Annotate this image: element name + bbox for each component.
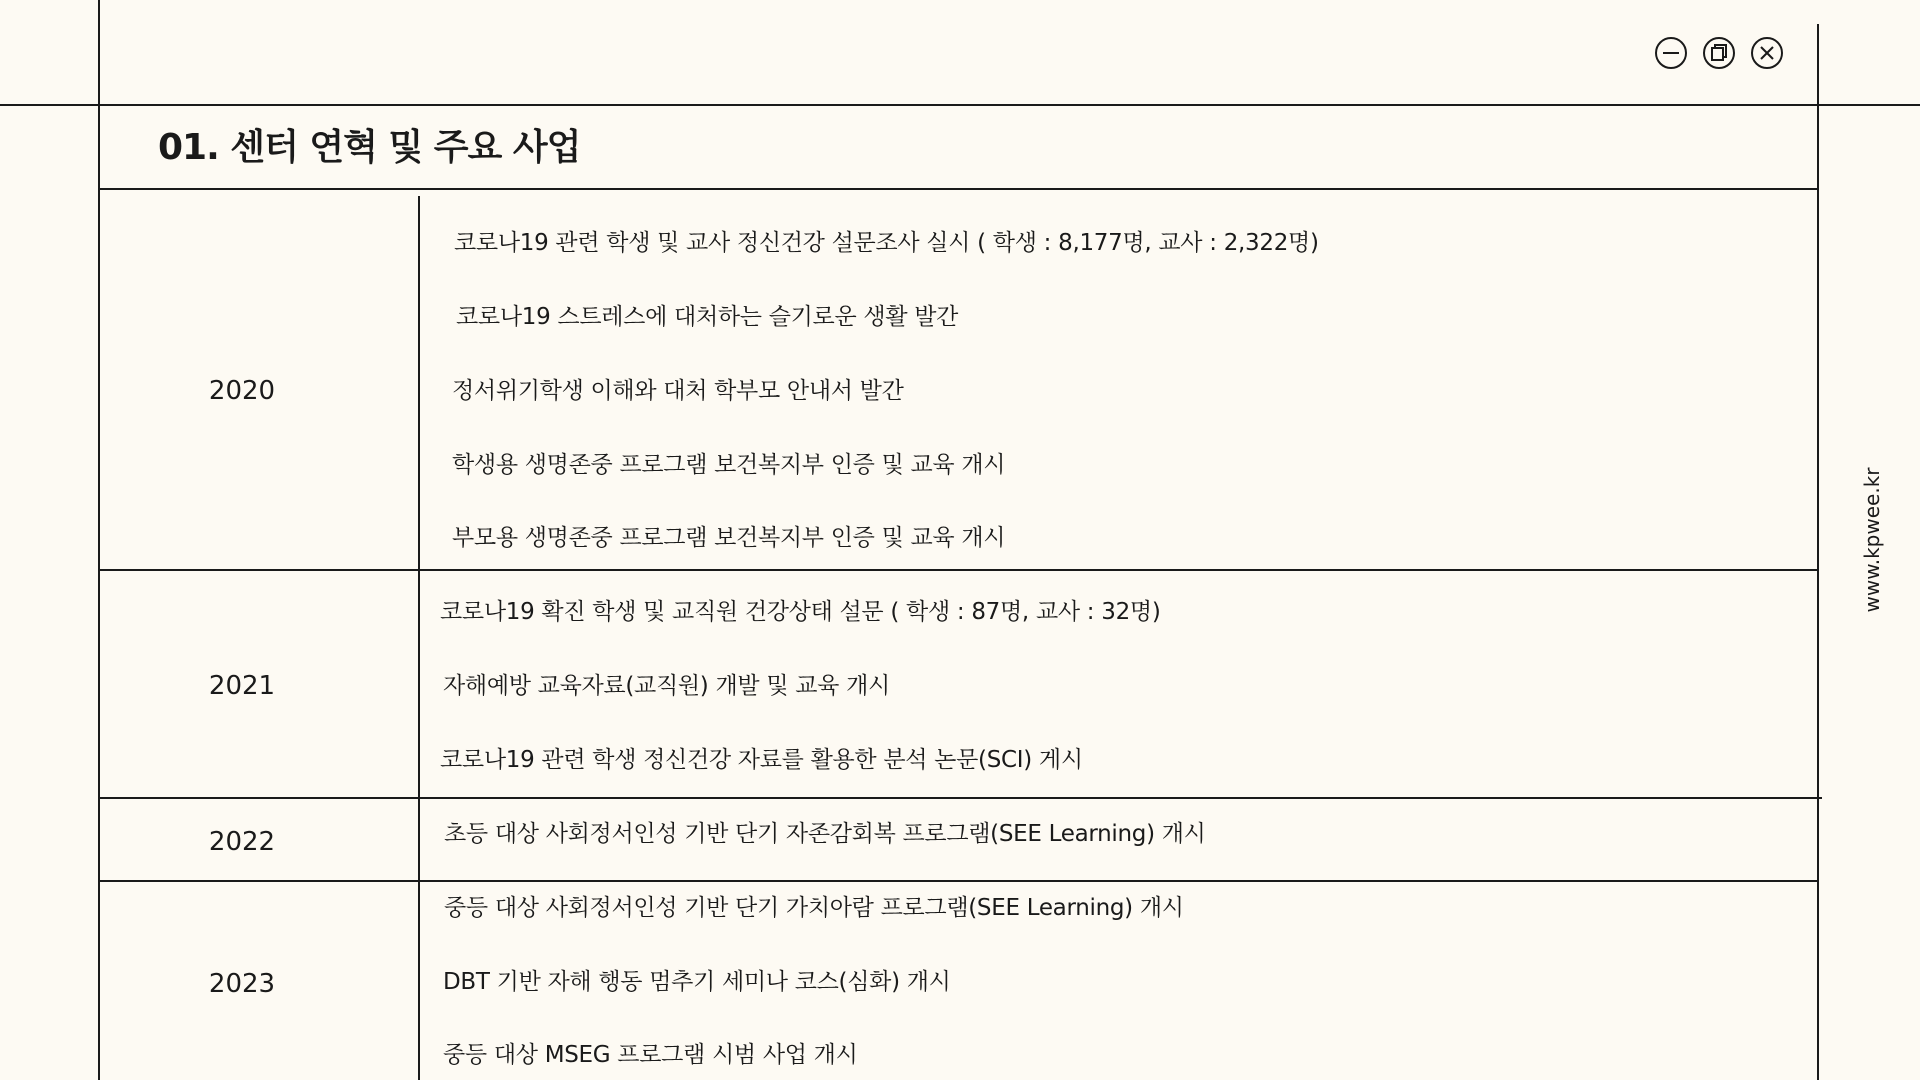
history-item: 코로나19 확진 학생 및 교직원 건강상태 설문 ( 학생 : 87명, 교사 : 32명) <box>440 599 1161 625</box>
history-item: 초등 대상 사회정서인성 기반 단기 자존감회복 프로그램(SEE Learning) 개시 <box>444 821 1206 847</box>
history-item: 중등 대상 사회정서인성 기반 단기 가치아람 프로그램(SEE Learning) 개시 <box>444 895 1184 921</box>
close-icon[interactable] <box>1750 36 1784 70</box>
history-item: 중등 대상 MSEG 프로그램 시범 사업 개시 <box>443 1042 858 1068</box>
top-divider <box>0 104 1920 106</box>
site-url-text: www.kpwee.kr <box>1860 467 1884 613</box>
row-divider <box>98 797 1822 799</box>
history-item: 코로나19 관련 학생 정신건강 자료를 활용한 분석 논문(SCI) 게시 <box>440 747 1083 773</box>
history-item: DBT 기반 자해 행동 멈추기 세미나 코스(심화) 개시 <box>443 969 951 995</box>
window-controls <box>1654 36 1784 70</box>
row-divider <box>98 569 1819 571</box>
year-column-divider <box>418 196 420 1080</box>
page-title: 01. 센터 연혁 및 주요 사업 <box>158 127 581 168</box>
left-border <box>98 0 100 1080</box>
history-item: 코로나19 스트레스에 대처하는 슬기로운 생활 발간 <box>456 304 959 330</box>
history-item: 정서위기학생 이해와 대처 학부모 안내서 발간 <box>452 378 904 404</box>
history-item: 자해예방 교육자료(교직원) 개발 및 교육 개시 <box>443 673 890 699</box>
history-item: 부모용 생명존중 프로그램 보건복지부 인증 및 교육 개시 <box>452 525 1006 551</box>
minimize-icon[interactable] <box>1654 36 1688 70</box>
row-divider <box>98 880 1819 882</box>
history-item: 코로나19 관련 학생 및 교사 정신건강 설문조사 실시 ( 학생 : 8,177명, 교사 : 2,322명) <box>454 230 1319 256</box>
header-divider <box>98 188 1818 190</box>
year-label: 2023 <box>208 969 276 999</box>
year-label: 2022 <box>208 827 276 857</box>
year-label: 2020 <box>208 376 276 406</box>
restore-icon[interactable] <box>1702 36 1736 70</box>
history-item: 학생용 생명존중 프로그램 보건복지부 인증 및 교육 개시 <box>452 452 1006 478</box>
year-label: 2021 <box>208 671 276 701</box>
right-border <box>1817 24 1819 1080</box>
